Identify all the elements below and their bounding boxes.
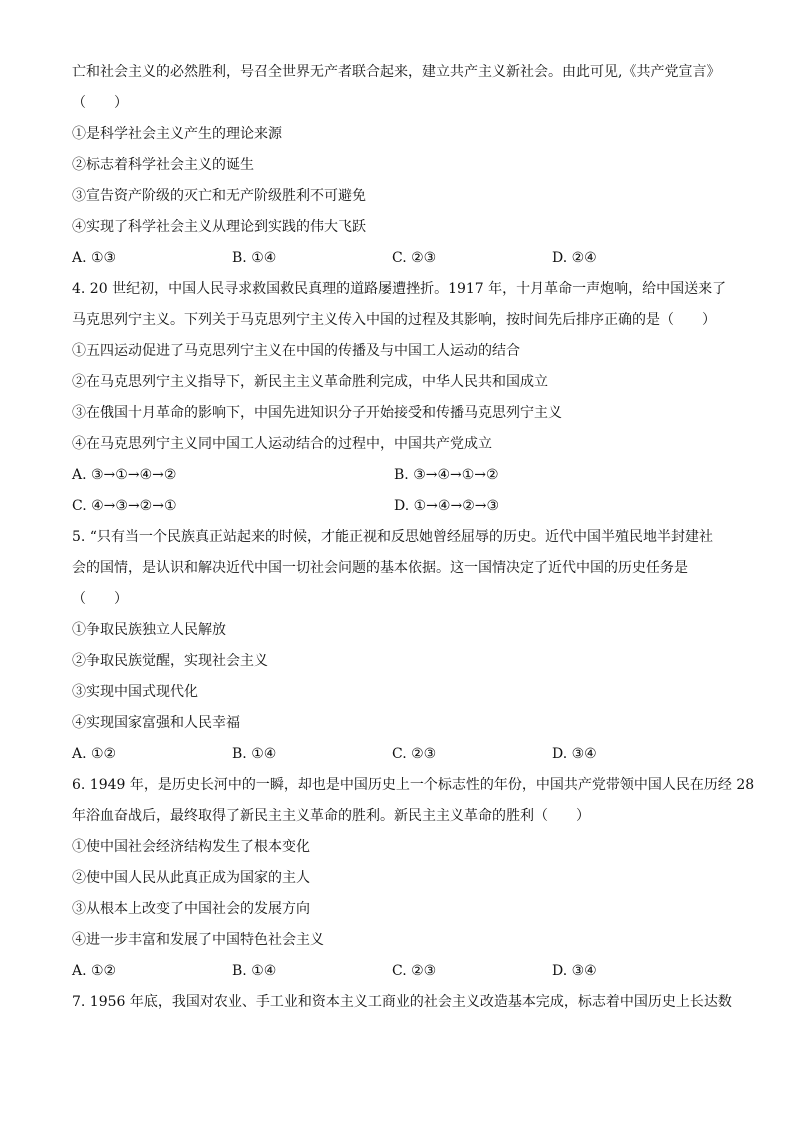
q5-item-4: ④实现国家富强和人民幸福 (72, 715, 240, 731)
q3-option-c[interactable]: C. ②③ (392, 250, 437, 266)
q6-stem-line-2: 年浴血奋战后，最终取得了新民主主义革命的胜利。新民主主义革命的胜利（ ） (72, 808, 590, 824)
q5-answer-blank: （ ） (72, 591, 128, 607)
q3-option-a[interactable]: A. ①③ (72, 250, 117, 266)
q3-option-b[interactable]: B. ①④ (232, 250, 277, 266)
q4-item-1: ①五四运动促进了马克思列宁主义在中国的传播及与中国工人运动的结合 (72, 343, 520, 359)
q7-stem-line-1: 7. 1956 年底，我国对农业、手工业和资本主义工商业的社会主义改造基本完成，标志着中国历史上长达数 (72, 994, 732, 1010)
q6-item-2: ②使中国人民从此真正成为国家的主人 (72, 870, 310, 886)
q6-option-b[interactable]: B. ①④ (232, 963, 277, 979)
q4-option-a[interactable]: A. ③→①→④→② (72, 467, 177, 483)
q6-stem-line-1: 6. 1949 年，是历史长河中的一瞬，却也是中国历史上一个标志性的年份，中国共产党带领中国人民在历经 28 (72, 777, 755, 793)
q4-stem-line-2: 马克思列宁主义。下列关于马克思列宁主义传入中国的过程及其影响，按时间先后排序正确的是（ ） (72, 312, 716, 328)
q3-stem-tail: 亡和社会主义的必然胜利，号召全世界无产者联合起来，建立共产主义新社会。由此可见,《共产党宣言》 (72, 64, 721, 80)
q4-item-2: ②在马克思列宁主义指导下，新民主主义革命胜利完成，中华人民共和国成立 (72, 374, 548, 390)
q6-item-3: ③从根本上改变了中国社会的发展方向 (72, 901, 310, 917)
q3-item-1: ①是科学社会主义产生的理论来源 (72, 126, 282, 142)
exam-page (72, 62, 755, 1023)
q4-options-row-1 (72, 465, 732, 496)
q6-item-1: ①使中国社会经济结构发生了根本变化 (72, 839, 310, 855)
q3-answer-blank: （ ） (72, 95, 128, 111)
q5-item-3: ③实现中国式现代化 (72, 684, 198, 700)
q5-option-a[interactable]: A. ①② (72, 746, 117, 762)
q6-option-c[interactable]: C. ②③ (392, 963, 437, 979)
q4-stem-line-1: 4. 20 世纪初，中国人民寻求救国救民真理的道路屡遭挫折。1917 年，十月革命一声炮响，给中国送来了 (72, 281, 727, 297)
q3-item-4: ④实现了科学社会主义从理论到实践的伟大飞跃 (72, 219, 366, 235)
q5-option-c[interactable]: C. ②③ (392, 746, 437, 762)
q4-item-3: ③在俄国十月革命的影响下，中国先进知识分子开始接受和传播马克思列宁主义 (72, 405, 562, 421)
q4-option-c[interactable]: C. ④→③→②→① (72, 498, 177, 514)
q5-option-b[interactable]: B. ①④ (232, 746, 277, 762)
q5-stem-line-1: 5. “只有当一个民族真正站起来的时候，才能正视和反思她曾经屈辱的历史。近代中国半殖民地半封建社 (72, 529, 713, 545)
q5-stem-line-2: 会的国情，是认识和解决近代中国一切社会问题的基本依据。这一国情决定了近代中国的历史任务是 (72, 560, 688, 576)
q5-options (72, 744, 732, 775)
q6-item-4: ④进一步丰富和发展了中国特色社会主义 (72, 932, 324, 948)
q5-option-d[interactable]: D. ③④ (552, 746, 597, 762)
q3-option-d[interactable]: D. ②④ (552, 250, 597, 266)
q6-option-d[interactable]: D. ③④ (552, 963, 597, 979)
q3-options (72, 248, 732, 279)
q5-item-1: ①争取民族独立人民解放 (72, 622, 226, 638)
q3-item-3: ③宣告资产阶级的灭亡和无产阶级胜利不可避免 (72, 188, 366, 204)
q4-option-b[interactable]: B. ③→④→①→② (394, 467, 499, 483)
q6-options (72, 961, 732, 992)
q4-item-4: ④在马克思列宁主义同中国工人运动结合的过程中，中国共产党成立 (72, 436, 492, 452)
q5-item-2: ②争取民族觉醒，实现社会主义 (72, 653, 268, 669)
q4-options-row-2 (72, 496, 732, 527)
q4-option-d[interactable]: D. ①→④→②→③ (394, 498, 500, 514)
q3-item-2: ②标志着科学社会主义的诞生 (72, 157, 254, 173)
q6-option-a[interactable]: A. ①② (72, 963, 117, 979)
